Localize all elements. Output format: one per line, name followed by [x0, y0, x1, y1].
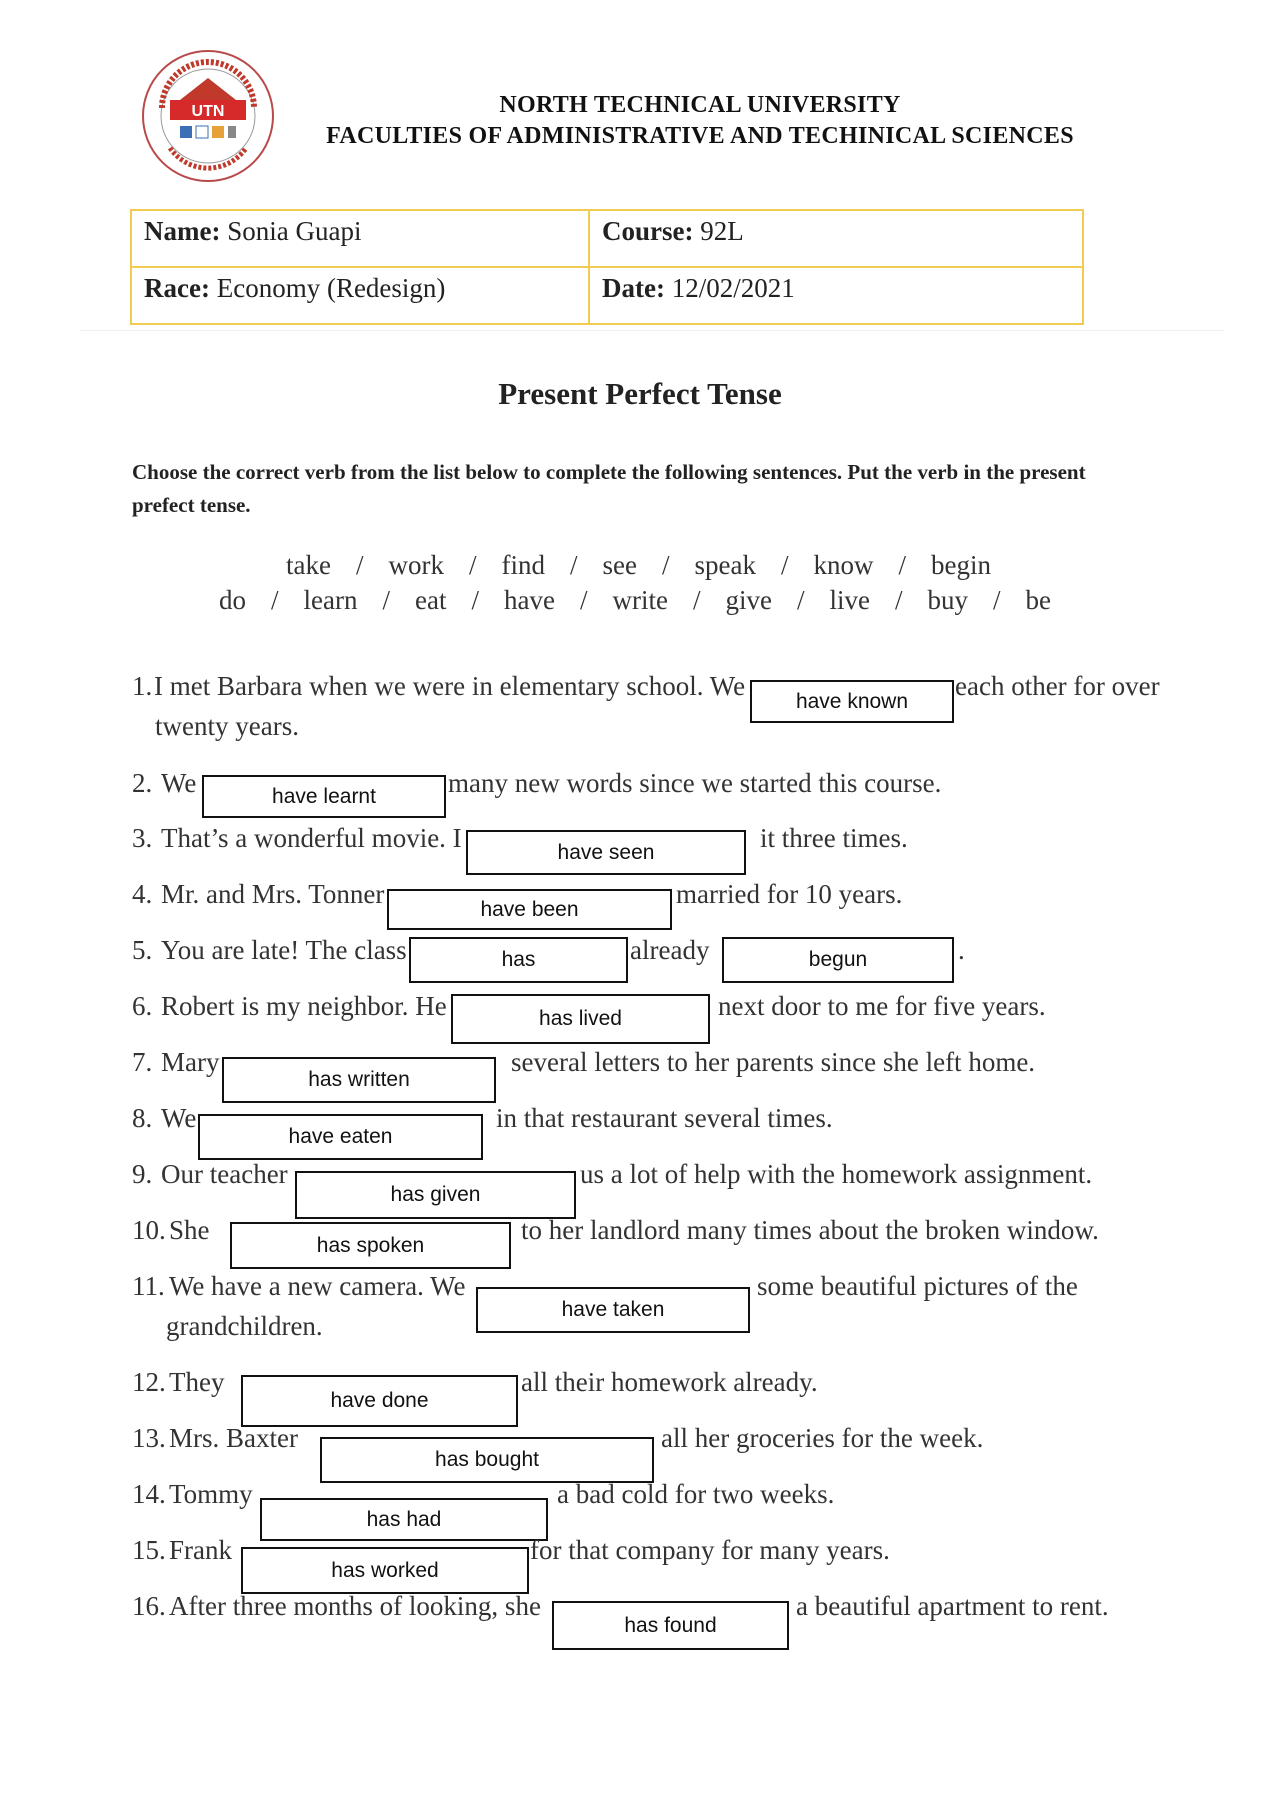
word-option: give [725, 585, 772, 615]
word-option: take [286, 550, 331, 580]
sentence-continuation: grandchildren. [166, 1311, 323, 1341]
sentence-text-before: They [169, 1367, 225, 1397]
sentence-text-before: Mary [161, 1047, 220, 1077]
answer-box[interactable]: has worked [241, 1547, 529, 1594]
sentence-text-before: You are late! The class [161, 935, 407, 965]
answer-box[interactable]: have known [750, 680, 954, 723]
sentence-number: 7. [132, 1047, 153, 1077]
word-option: be [1025, 585, 1052, 615]
sentence-continuation: twenty years. [155, 711, 299, 741]
sentence-text-before: Mrs. Baxter [169, 1423, 298, 1453]
date-cell [589, 267, 1083, 324]
course-label: Course: [602, 216, 694, 246]
answer-box-2[interactable]: begun [722, 937, 954, 983]
word-separator: / [570, 550, 578, 580]
word-option: work [388, 550, 444, 580]
sentence-text-after: all their homework already. [521, 1367, 818, 1397]
word-option: speak [694, 550, 757, 580]
word-separator: / [781, 550, 789, 580]
sentence-text-before: We [161, 1103, 197, 1133]
race-label: Race: [144, 273, 210, 303]
sentence-text-after: several letters to her parents since she left home. [511, 1047, 1036, 1077]
word-separator: / [355, 550, 364, 580]
word-option: live [829, 585, 870, 615]
answer-box[interactable]: has [409, 937, 628, 983]
sentence-text-after: for that company for many years. [530, 1535, 890, 1565]
sentence-number: 3. [132, 823, 153, 853]
sentence-text-after: all her groceries for the week. [661, 1423, 984, 1453]
divider [80, 330, 1225, 331]
sentence-text-before: We [161, 768, 197, 798]
student-info-table [130, 209, 1084, 325]
word-separator: / [579, 585, 588, 615]
word-option: write [612, 585, 668, 615]
sentence-text-after: it three times. [760, 823, 908, 853]
instructions: Choose the correct verb from the list below to complete the following sentences. Put the verb in the present prefect tense. [132, 460, 1086, 517]
answer-box[interactable]: has had [260, 1498, 548, 1541]
date-value: 12/02/2021 [671, 273, 795, 303]
word-option: do [219, 585, 246, 615]
name-value: Sonia Guapi [227, 216, 362, 246]
word-separator: / [662, 550, 670, 580]
sentence-number: 10. [132, 1215, 166, 1245]
university-name: NORTH TECHNICAL UNIVERSITY [499, 92, 901, 118]
sentence-text-after: next door to me for five years. [718, 991, 1046, 1021]
sentence-text-after: us a lot of help with the homework assignment. [580, 1159, 1093, 1189]
course-cell [589, 210, 1083, 267]
race-cell [131, 267, 589, 324]
answer-box[interactable]: has found [552, 1601, 789, 1650]
word-list-row-1 [286, 550, 1016, 581]
answer-box[interactable]: has written [222, 1057, 496, 1103]
word-option: have [504, 585, 555, 615]
sentence-text-after: married for 10 years. [676, 879, 903, 909]
sentence-text-after: some beautiful pictures of the [757, 1271, 1078, 1301]
sentence-number: 9. [132, 1159, 153, 1189]
word-separator: / [895, 585, 903, 615]
sentence-text-after: to her landlord many times about the broken window. [521, 1215, 1099, 1245]
sentence-text-after: . [958, 935, 965, 965]
sentence-text-middle: already [630, 935, 710, 965]
sentence-number: 2. [132, 768, 153, 798]
word-option: buy [927, 585, 969, 615]
sentence-text-before: Tommy [169, 1479, 253, 1509]
sentence-number: 16. [132, 1591, 166, 1621]
sentence-text-before: That’s a wonderful movie. I [161, 823, 462, 853]
answer-box[interactable]: have been [387, 889, 672, 930]
name-label: Name: [144, 216, 221, 246]
word-option: eat [415, 585, 447, 615]
word-separator: / [382, 585, 390, 615]
word-option: know [813, 550, 874, 580]
sentence-text-after: a beautiful apartment to rent. [796, 1591, 1109, 1621]
word-separator: / [993, 585, 1001, 615]
answer-box[interactable]: have eaten [198, 1114, 483, 1160]
sentence-number: 1. [132, 671, 153, 701]
word-separator: / [692, 585, 701, 615]
university-logo [140, 48, 276, 184]
sentence-number: 13. [132, 1423, 166, 1453]
faculties-name: FACULTIES OF ADMINISTRATIVE AND TECHINICAL SCIENCES [326, 123, 1074, 149]
sentence-text-after: a bad cold for two weeks. [557, 1479, 835, 1509]
sentence-number: 6. [132, 991, 153, 1021]
answer-box[interactable]: have learnt [202, 775, 446, 818]
race-value: Economy (Redesign) [216, 273, 446, 303]
sentence-text-after: each other for over [955, 671, 1160, 701]
sentence-text-before: She [169, 1215, 210, 1245]
word-separator: / [471, 585, 479, 615]
sentence-text-before: Frank [169, 1535, 232, 1565]
word-option: learn [303, 585, 358, 615]
worksheet-title: Present Perfect Tense [498, 376, 782, 411]
university-header [290, 90, 1110, 152]
answer-box[interactable]: has bought [320, 1437, 654, 1483]
sentence-number: 14. [132, 1479, 166, 1509]
word-separator: / [898, 550, 907, 580]
sentence-text-before: I met Barbara when we were in elementary school. We [154, 671, 746, 701]
sentence-text-before: Our teacher [161, 1159, 288, 1189]
word-option: find [501, 550, 546, 580]
word-option: see [602, 550, 638, 580]
answer-box[interactable]: have done [241, 1375, 518, 1427]
sentence-text-before: After three months of looking, she [169, 1591, 541, 1621]
answer-box[interactable]: have taken [476, 1287, 750, 1333]
sentence-number: 12. [132, 1367, 166, 1397]
svg-text:UTN: UTN [191, 103, 225, 120]
word-separator: / [796, 585, 805, 615]
date-label: Date: [602, 273, 665, 303]
sentence-number: 5. [132, 935, 153, 965]
sentence-text-before: Mr. and Mrs. Tonner [161, 879, 385, 909]
answer-box[interactable]: has lived [451, 994, 710, 1044]
word-separator: / [271, 585, 279, 615]
answer-box[interactable]: have seen [466, 830, 746, 875]
course-value: 92L [700, 216, 744, 246]
sentence-number: 11. [132, 1271, 165, 1301]
word-option: begin [931, 550, 992, 580]
name-cell [131, 210, 589, 267]
sentence-number: 8. [132, 1103, 153, 1133]
sentence-number: 4. [132, 879, 153, 909]
sentence-text-before: We have a new camera. We [169, 1271, 466, 1301]
sentence-number: 15. [132, 1535, 166, 1565]
word-list-row-2 [219, 585, 1076, 616]
sentence-text-after: in that restaurant several times. [496, 1103, 833, 1133]
answer-box[interactable]: has spoken [230, 1222, 511, 1269]
sentence-text-before: Robert is my neighbor. He [161, 991, 447, 1021]
word-separator: / [469, 550, 477, 580]
answer-box[interactable]: has given [295, 1171, 576, 1219]
sentence-text-after: many new words since we started this course. [448, 768, 942, 798]
